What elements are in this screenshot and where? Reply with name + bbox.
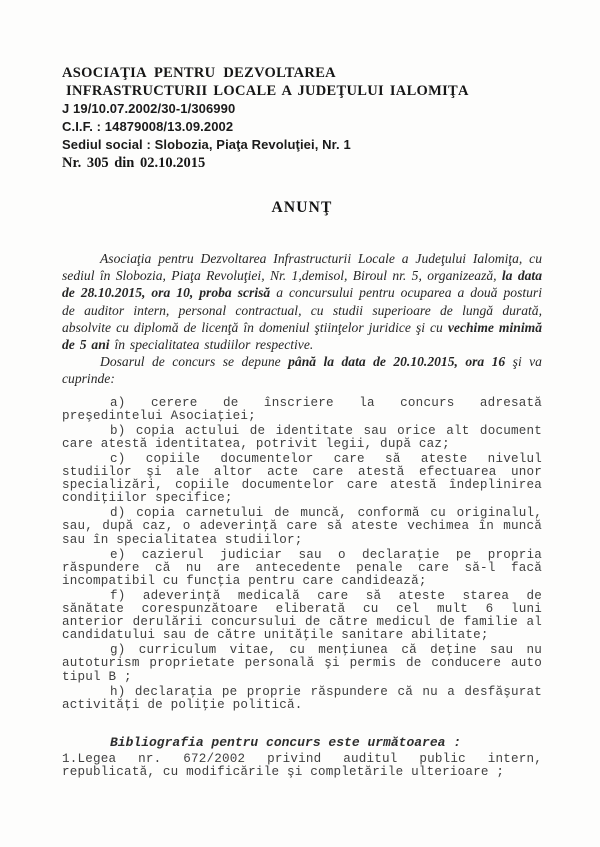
bibliography-heading: Bibliografia pentru concurs este următoarea : [110, 734, 462, 750]
intro-paragraph [62, 250, 542, 353]
requirement-item-e: e) cazierul judiciar sau o declaraţie pe propria răspundere că nu are antecedente penale care să-l facă incompatibil cu funcţia pentru care candidează; [62, 547, 542, 588]
trade-registry-number: J 19/10.07.2002/30-1/306990 [62, 101, 236, 116]
intro-text-run: în specialitatea studiilor respective. [109, 337, 314, 353]
letterhead [62, 64, 542, 172]
registered-office-address: Sediul social : Slobozia, Piaţa Revoluţiei, Nr. 1 [62, 137, 351, 152]
document-number-and-date: Nr. 305 din 02.10.2015 [62, 155, 206, 171]
requirement-item-c: c) copiile documentelor care să ateste nivelul studiilor şi ale altor acte care atestă efectuarea unor specializări, copiile documentelor care atestă îndeplinirea condiţiilor specifice; [62, 452, 542, 506]
dossier-text-run: Dosarul de concurs se depune [100, 354, 289, 370]
requirement-item-d: d) copia carnetului de muncă, conformă cu originalul, sau, după caz, o adeverinţă care să ateste vechimea în muncă sau în specialitatea studiilor; [62, 506, 542, 547]
fiscal-identification-code: C.I.F. : 14879008/13.09.2002 [62, 119, 234, 134]
requirement-item-h: h) declaraţia pe proprie răspundere că nu a desfăşurat activităţi de poliţie politică. [62, 684, 542, 712]
requirement-item-b: b) copia actului de identitate sau orice alt document care atestă identitatea, potrivit legii, după caz; [62, 423, 542, 451]
dossier-paragraph [62, 353, 542, 387]
seniority-highlight: vechime minimă de 5 ani [62, 319, 542, 353]
exam-date-highlight: la data de 28.10.2015, ora 10, proba scrisă [62, 268, 542, 301]
requirement-item-a: a) cerere de înscriere la concurs adresată preşedintelui Asociaţiei; [62, 395, 542, 423]
document-body [62, 250, 542, 780]
requirements-list [62, 397, 542, 712]
document-title: ANUNŢ [271, 199, 333, 216]
intro-text-run: Asociaţia pentru Dezvoltarea Infrastructurii Locale a Judeţului Ialomiţa, cu sediul în Slobozia, Piaţa Revoluţiei, Nr. 1,demisol, Biroul nr. 5, organizează, [62, 251, 542, 284]
intro-text-run: a concursului pentru ocuparea a două posturi de auditor intern, personal contractual, cu studii superioare de lungă durată, absolvite cu diplomă de licenţă în domeniul ştiinţelor juridice şi cu [62, 285, 543, 335]
bibliography-item-1: 1.Legea nr. 672/2002 privind auditul public intern, republicată, cu modificările şi completările ulterioare ; [62, 751, 542, 780]
organization-name-line1: ASOCIAŢIA PENTRU DEZVOLTAREA [62, 65, 336, 81]
requirement-item-f: f) adeverinţă medicală care să ateste starea de sănătate corespunzătoare eliberată cu cel mult 6 luni anterior derulării concursului de către medicul de familie al candidatului sau de către unităţile sanitare abilitate; [62, 588, 542, 643]
organization-name-line2: INFRASTRUCTURII LOCALE A JUDEŢULUI IALOMIŢA [66, 83, 469, 99]
requirement-item-g: g) curriculum vitae, cu menţiunea că deţine sau nu autoturism proprietate personală şi permis de conducere auto tipul B ; [62, 643, 542, 684]
deadline-highlight: până la data de 20.10.2015, ora 16 [288, 354, 506, 370]
dossier-text-run: şi va cuprinde: [62, 354, 542, 387]
